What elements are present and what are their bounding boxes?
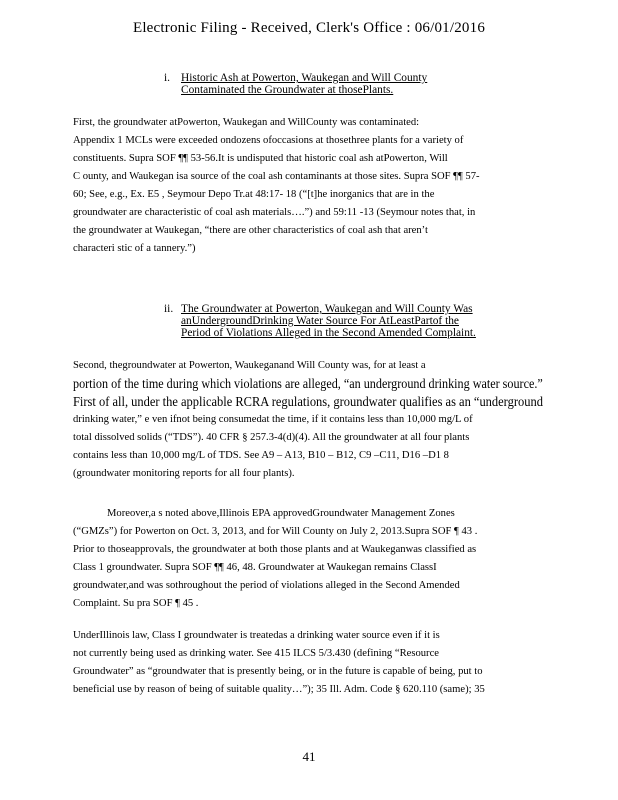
- text-line: Prior to thoseapprovals, the groundwater at both those plants and at Waukeganwas classified as: [73, 544, 477, 555]
- text-line: portion of the time during which violations are alleged, “an underground drinking water source.”: [73, 376, 543, 391]
- text-line: First, the groundwater atPowerton, Waukegan and WillCounty was contaminated:: [73, 117, 420, 128]
- text-line: the groundwater at Waukegan, “there are other characteristics of coal ash that aren’t: [73, 225, 428, 236]
- text-line: Complaint. Su pra SOF ¶ 45 .: [73, 598, 199, 609]
- text-line: 60; See, e.g., Ex. E5 , Seymour Depo Tr.at 48:17- 18 (“[t]he inorganics that are in the: [73, 189, 435, 200]
- heading-ii-line-3: Period of Violations Alleged in the Second Amended Complaint.: [181, 327, 476, 339]
- text-line: Appendix 1 MCLs were exceeded ondozens ofoccasions at thosethree plants for a variety of: [73, 135, 464, 146]
- heading-i-line-1: Historic Ash at Powerton, Waukegan and Will County: [181, 72, 428, 84]
- heading-i: [164, 72, 524, 96]
- heading-i-line-2: Contaminated the Groundwater at thosePlants.: [181, 84, 394, 96]
- filing-header: Electronic Filing - Received, Clerk's Office : 06/01/2016: [132, 20, 486, 36]
- text-line: First of all, under the applicable RCRA regulations, groundwater qualifies as an “underground: [73, 394, 543, 409]
- text-line: not currently being used as drinking water. See 415 ILCS 5/3.430 (defining “Resource: [73, 648, 439, 659]
- page-number: 41: [302, 749, 316, 764]
- text-line: characteri stic of a tannery.”): [73, 243, 196, 254]
- text-line: total dissolved solids (“TDS”). 40 CFR § 257.3-4(d)(4). All the groundwater at all four plants: [73, 432, 470, 443]
- heading-ii: [164, 303, 524, 339]
- heading-ii-line-1: The Groundwater at Powerton, Waukegan and Will County Was: [181, 303, 473, 315]
- paragraph-4: [73, 627, 543, 699]
- text-line: constituents. Supra SOF ¶¶ 53-56.It is undisputed that historic coal ash atPowerton, Will: [73, 153, 448, 164]
- heading-i-number: i.: [164, 72, 171, 84]
- heading-ii-line-2: anUndergroundDrinking Water Source For AtLeastPartof the: [181, 315, 459, 327]
- heading-ii-number: ii.: [164, 303, 174, 315]
- text-line: drinking water,” e ven ifnot being consumedat the time, if it contains less than 10,000 mg/L of: [73, 414, 473, 425]
- text-line: Class 1 groundwater. Supra SOF ¶¶ 46, 48. Groundwater at Waukegan remains ClassI: [73, 562, 437, 573]
- paragraph-3: [73, 505, 543, 613]
- text-line: groundwater,and was sothroughout the period of violations alleged in the Second Amended: [73, 580, 460, 591]
- text-line: UnderIllinois law, Class I groundwater is treatedas a drinking water source even if it is: [73, 630, 440, 641]
- text-line: (groundwater monitoring reports for all four plants).: [73, 468, 295, 479]
- text-line: C ounty, and Waukegan isa source of the coal ash contaminants at those sites. Supra SOF ¶¶ 57-: [73, 171, 480, 182]
- text-line: contains less than 10,000 mg/L of TDS. See A9 – A13, B10 – B12, C9 –C11, D16 –D1 8: [73, 450, 449, 461]
- paragraph-1: [73, 114, 543, 258]
- text-line: Groundwater” as “groundwater that is presently being, or in the future is capable of being, put to: [73, 666, 483, 677]
- text-line: beneficial use by reason of being of suitable quality…”); 35 Ill. Adm. Code § 620.110 (same); 35: [73, 684, 485, 695]
- text-line: Moreover,a s noted above,Illinois EPA approvedGroundwater Management Zones: [107, 508, 455, 519]
- text-line: (“GMZs”) for Powerton on Oct. 3, 2013, and for Will County on July 2, 2013.Supra SOF ¶ 43 .: [73, 526, 478, 537]
- text-line: groundwater are characteristic of coal ash materials….”) and 59:11 -13 (Seymour notes that, in: [73, 207, 476, 218]
- paragraph-2: [73, 357, 543, 483]
- text-line: Second, thegroundwater at Powerton, Waukeganand Will County was, for at least a: [73, 360, 426, 371]
